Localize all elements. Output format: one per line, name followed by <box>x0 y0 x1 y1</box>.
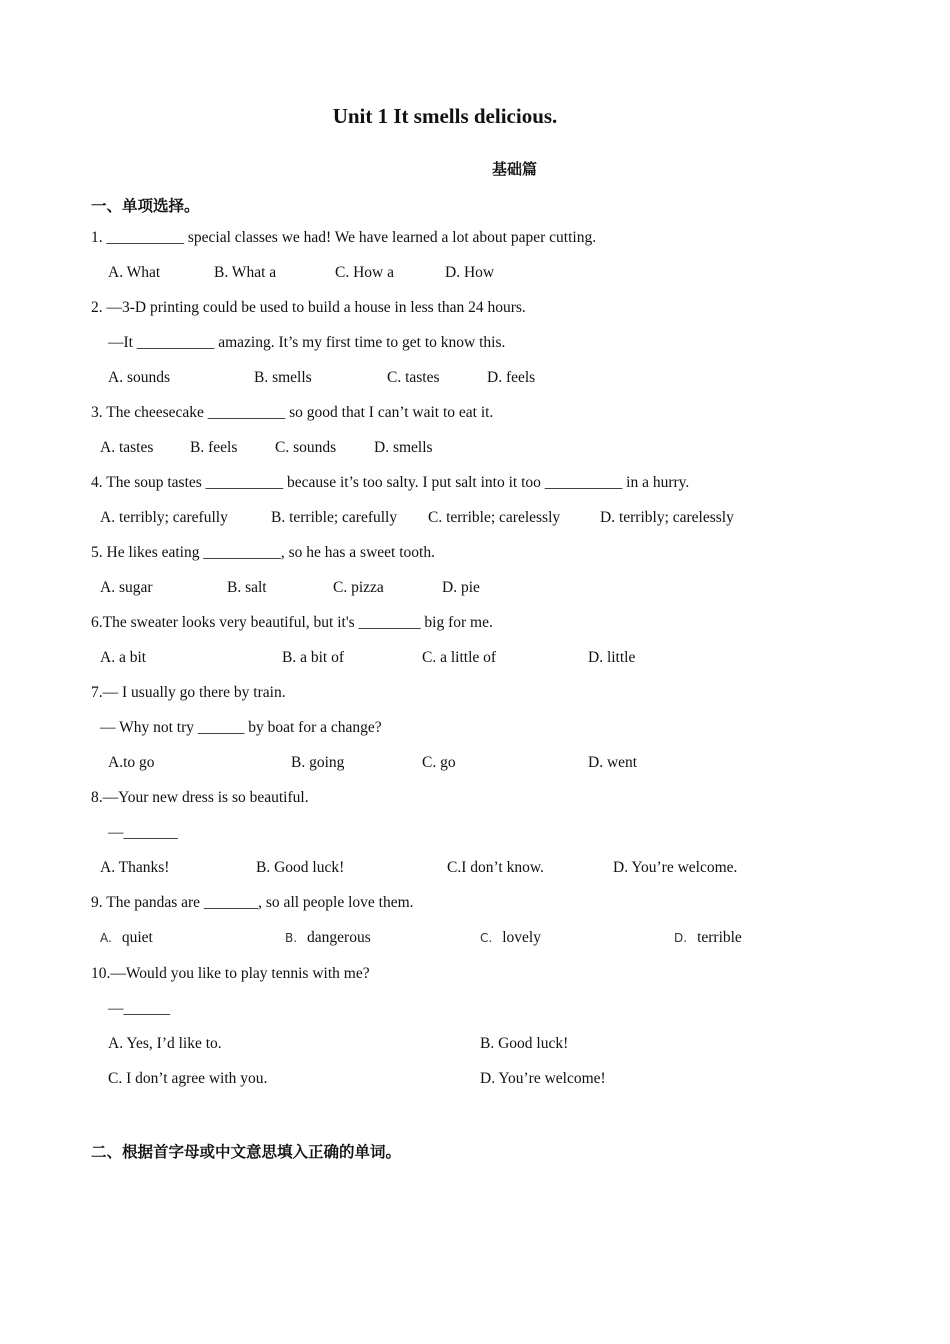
question-10-stem: 10.—Would you like to play tennis with me? <box>91 965 370 982</box>
q2-option-d: D. feels <box>487 369 536 386</box>
q9-option-a-text: quiet <box>121 929 153 946</box>
q10-option-a: A. Yes, I’d like to. <box>108 1035 222 1052</box>
q1-option-a: A. What <box>108 264 161 281</box>
page-title: Unit 1 It smells delicious. <box>332 104 558 128</box>
question-4-stem: 4. The soup tastes __________ because it’s too salty. I put salt into it too __________ in a hurry. <box>91 474 690 491</box>
section-heading-1: 一、单项选择。 <box>91 197 200 215</box>
question-10-response: —______ <box>108 1000 170 1017</box>
q9-option-d-text: terrible <box>697 929 742 946</box>
question-2-response: —It __________ amazing. It’s my first time to get to know this. <box>108 334 506 351</box>
q4-option-b: B. terrible; carefully <box>271 509 398 526</box>
q3-option-a: A. tastes <box>100 439 154 456</box>
q7-option-c: C. go <box>422 754 456 771</box>
q4-option-d: D. terribly; carelessly <box>600 509 734 526</box>
q9-option-c-text: lovely <box>502 929 541 946</box>
q9-option-d <box>674 928 742 948</box>
q9-option-c <box>480 928 541 948</box>
q2-option-c: C. tastes <box>387 369 440 386</box>
q9-option-a-label: A. <box>100 931 112 945</box>
question-2-stem: 2. —3-D printing could be used to build a house in less than 24 hours. <box>91 299 526 316</box>
q1-option-c: C. How a <box>335 264 394 281</box>
q6-option-b: B. a bit of <box>282 649 344 666</box>
section-heading-2: 二、根据首字母或中文意思填入正确的单词。 <box>91 1143 402 1161</box>
question-1-stem: 1. __________ special classes we had! We have learned a lot about paper cutting. <box>91 229 597 246</box>
q9-option-c-label: C. <box>480 931 493 945</box>
q1-option-b: B. What a <box>214 264 277 281</box>
q10-option-c: C. I don’t agree with you. <box>108 1070 268 1087</box>
q9-option-d-label: D. <box>674 931 688 945</box>
q7-option-a: A.to go <box>108 754 155 771</box>
q9-option-a <box>100 928 153 948</box>
q8-option-d: D. You’re welcome. <box>613 859 738 876</box>
q10-option-b: B. Good luck! <box>480 1035 569 1052</box>
q3-option-c: C. sounds <box>275 439 337 456</box>
q7-option-d: D. went <box>588 754 638 771</box>
q1-option-d: D. How <box>445 264 495 281</box>
q7-option-b: B. going <box>291 754 345 771</box>
q4-option-c: C. terrible; carelessly <box>428 509 561 526</box>
q2-option-b: B. smells <box>254 369 312 386</box>
q5-option-b: B. salt <box>227 579 267 596</box>
question-5-stem: 5. He likes eating __________, so he has a sweet tooth. <box>91 544 435 561</box>
q9-option-b-text: dangerous <box>307 929 371 946</box>
q3-option-d: D. smells <box>374 439 433 456</box>
q10-option-d: D. You’re welcome! <box>480 1070 606 1087</box>
question-6-stem: 6.The sweater looks very beautiful, but it's ________ big for me. <box>91 614 493 631</box>
q6-option-d: D. little <box>588 649 636 666</box>
q2-option-a: A. sounds <box>108 369 171 386</box>
page-subtitle: 基础篇 <box>492 160 538 178</box>
q5-option-c: C. pizza <box>333 579 384 596</box>
question-8-stem: 8.—Your new dress is so beautiful. <box>91 789 309 806</box>
q5-option-a: A. sugar <box>100 579 153 596</box>
q6-option-a: A. a bit <box>100 649 147 666</box>
question-3-stem: 3. The cheesecake __________ so good that I can’t wait to eat it. <box>91 404 494 421</box>
q6-option-c: C. a little of <box>422 649 497 666</box>
q8-option-a: A. Thanks! <box>100 859 170 876</box>
question-7-response: — Why not try ______ by boat for a change? <box>100 719 382 736</box>
q3-option-b: B. feels <box>190 439 238 456</box>
q9-option-b <box>285 928 371 948</box>
question-7-stem: 7.— I usually go there by train. <box>91 684 286 701</box>
q8-option-b: B. Good luck! <box>256 859 345 876</box>
q8-option-c: C.I don’t know. <box>447 859 544 876</box>
q4-option-a: A. terribly; carefully <box>100 509 228 526</box>
q5-option-d: D. pie <box>442 579 480 596</box>
question-9-stem: 9. The pandas are _______, so all people love them. <box>91 894 414 911</box>
q9-option-b-label: B. <box>285 931 298 945</box>
question-8-response: —_______ <box>108 824 178 841</box>
